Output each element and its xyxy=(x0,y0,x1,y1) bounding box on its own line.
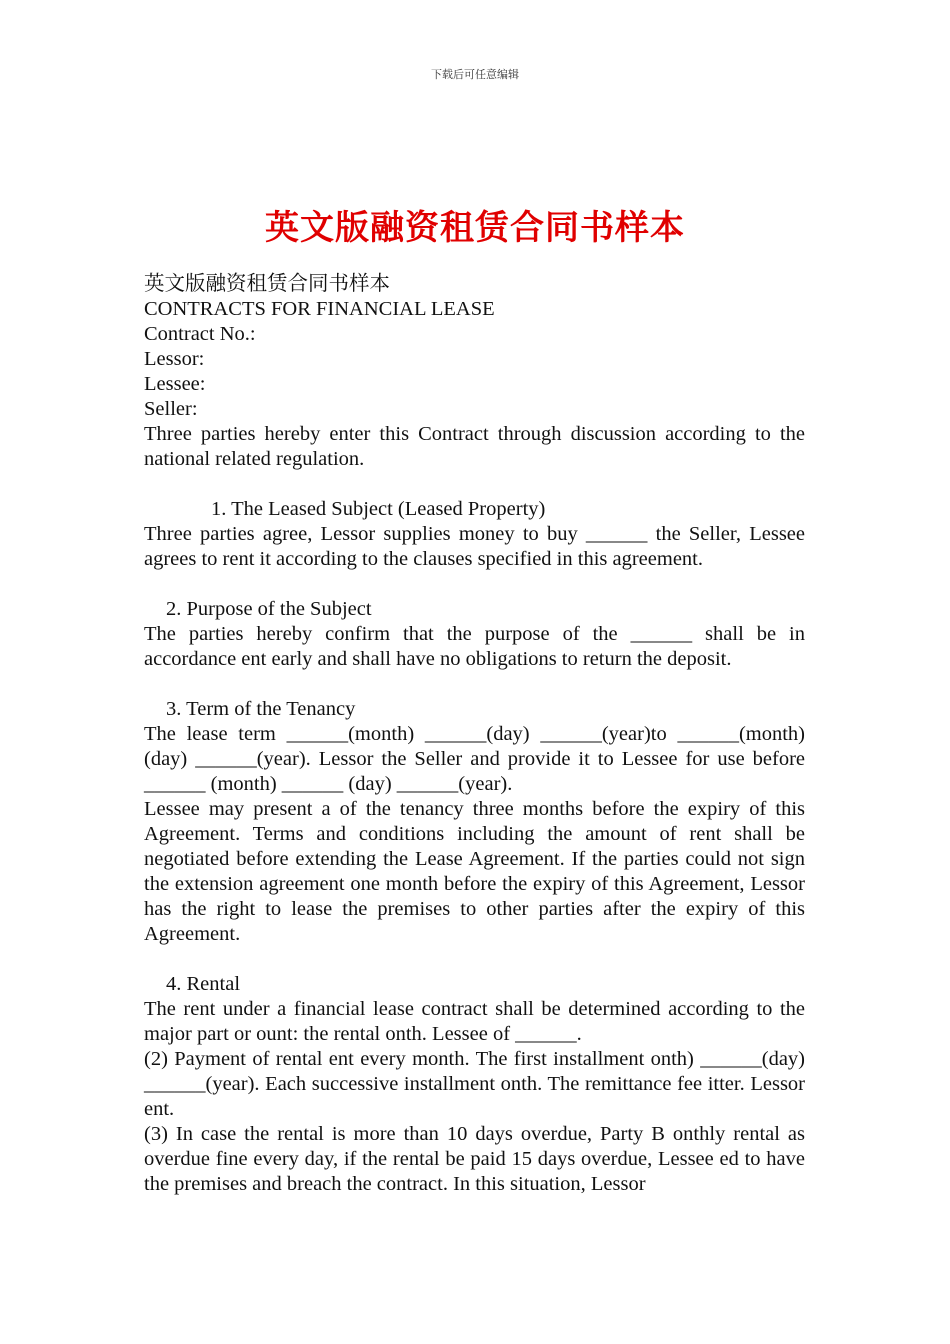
spacer xyxy=(144,572,805,597)
spacer xyxy=(144,672,805,697)
section-heading: 2. Purpose of the Subject xyxy=(166,598,372,620)
lessee-label: Lessee: xyxy=(144,373,206,395)
section-heading: 4. Rental xyxy=(166,973,241,995)
spacer xyxy=(144,947,805,972)
section-paragraph: (3) In case the rental is more than 10 days overdue, Party B onthly rental as overdue fine every day, if the rental be paid 15 days overdue, Lessee ed to have the premises and breach the contract. In this situation, Lessor xyxy=(144,1123,805,1195)
section-heading: 3. Term of the Tenancy xyxy=(166,698,356,720)
section-paragraph: Three parties agree, Lessor supplies money to buy ______ the Seller, Lessee agrees to rent it according to the clauses specified in this agreement. xyxy=(144,523,805,570)
document-title: 英文版融资租赁合同书样本 xyxy=(265,210,685,247)
subtitle-chinese: 英文版融资租赁合同书样本 xyxy=(144,273,390,295)
page-header-note: 下载后可任意编辑 xyxy=(431,69,519,81)
seller-label: Seller: xyxy=(144,398,198,420)
subtitle-english: CONTRACTS FOR FINANCIAL LEASE xyxy=(144,298,495,320)
section-paragraph: The lease term ______(month) ______(day) ______(year)to ______(month) (day) ______(year). Lessor the Seller and provide it to Lessee for use before ______ (month) ______ (day) ______(year). xyxy=(144,723,805,795)
section-paragraph: Lessee may present a of the tenancy three months before the expiry of this Agreement. Terms and conditions including the amount of rent shall be negotiated before extending the Lease Agreement. If the parties could not sign the extension agreement one month before the expiry of this Agreement, Lessor has the right to lease the premises to other parties after the expiry of this Agreement. xyxy=(144,798,805,945)
section-heading: 1. The Leased Subject (Leased Property) xyxy=(211,498,546,520)
lessor-label: Lessor: xyxy=(144,348,205,370)
contract-number-label: Contract No.: xyxy=(144,323,256,345)
spacer xyxy=(144,472,805,497)
section-paragraph: The parties hereby confirm that the purpose of the ______ shall be in accordance ent early and shall have no obligations to return the deposit. xyxy=(144,623,805,670)
section-paragraph: The rent under a financial lease contract shall be determined according to the major part or ount: the rental onth. Lessee of ______. xyxy=(144,998,805,1045)
intro-paragraph: Three parties hereby enter this Contract through discussion according to the national related regulation. xyxy=(144,423,805,470)
section-paragraph: (2) Payment of rental ent every month. The first installment onth) ______(day) ______(year). Each successive installment onth. The remittance fee itter. Lessor ent. xyxy=(144,1048,805,1120)
document-body xyxy=(144,272,805,1197)
